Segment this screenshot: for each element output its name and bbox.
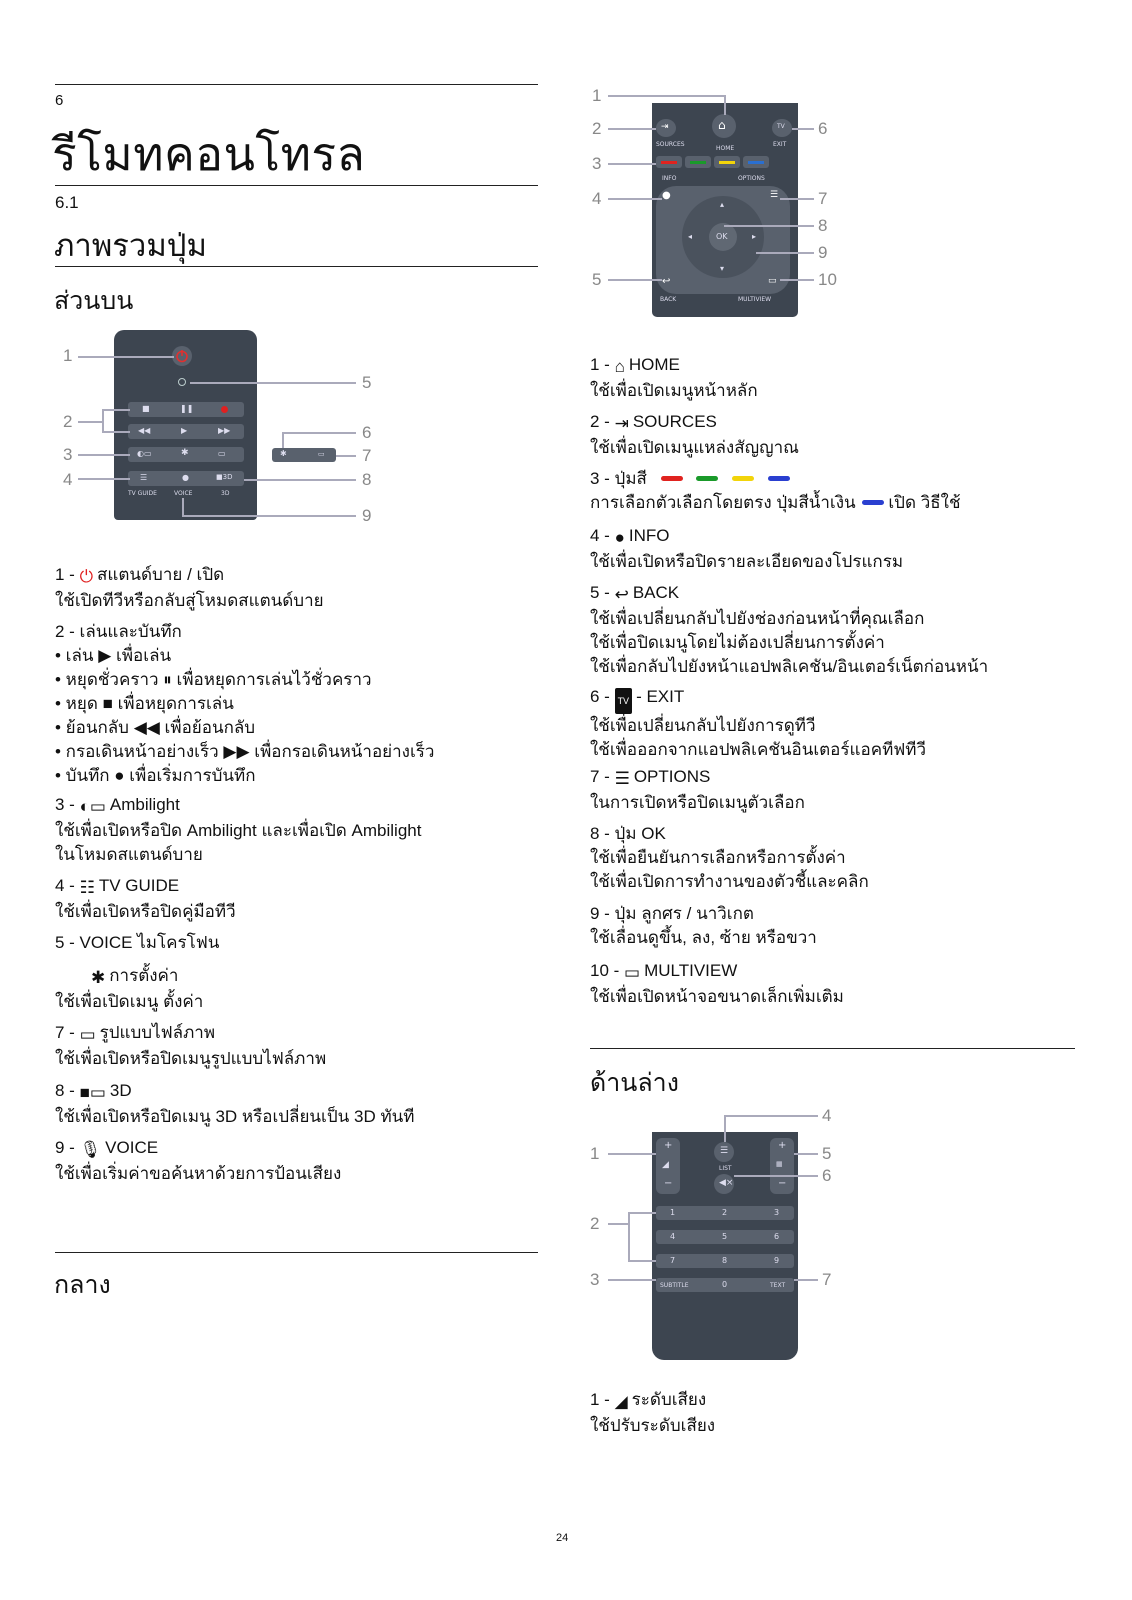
list-button bbox=[714, 1142, 734, 1162]
callout-5: 5 bbox=[362, 373, 372, 392]
blue-key-swatch bbox=[862, 500, 884, 505]
key-4: 4 bbox=[670, 1232, 676, 1241]
gear-icon: ✱ bbox=[91, 968, 106, 987]
section-number: 6.1 bbox=[55, 193, 79, 212]
callout-line-4 bbox=[724, 1115, 818, 1117]
power-icon bbox=[172, 346, 192, 366]
home-icon: ⌂ bbox=[718, 118, 726, 132]
3d-icon: ■3D bbox=[216, 473, 233, 481]
key-3: 3 bbox=[774, 1208, 780, 1217]
yellow-key-bar bbox=[719, 161, 735, 164]
callout-line-1 bbox=[608, 95, 724, 97]
tv-exit-icon: TV bbox=[615, 688, 633, 714]
chapter-number: 6 bbox=[55, 92, 64, 109]
subsection-rule-bottom bbox=[590, 1048, 1075, 1049]
label-sources: SOURCES bbox=[656, 141, 685, 148]
top-item-6: ✱ การตั้งค่า ใช้เพื่อเปิดเมนู ตั้งค่า bbox=[55, 966, 204, 1011]
remote-bottom-illustration bbox=[590, 1106, 860, 1372]
callout-line-4 bbox=[78, 478, 130, 480]
side-strip bbox=[272, 448, 336, 462]
remote-middle-illustration bbox=[592, 86, 860, 322]
label-back: BACK bbox=[660, 296, 677, 303]
callout-2: 2 bbox=[590, 1214, 600, 1233]
top-item-2: 2 - เล่นและบันทึก • เล่น ▶ เพื่อเล่น • หยุดชั่วคราว ⏸ เพื่อหยุดการเล่นไว้ชั่วคราว • หยุด ■ เพื่อหยุดการเล่น • ย้อนกลับ ◀◀ เพื่อย้อนกลับ • กรอเดินหน้าอย่างเร็ว ▶▶ เพื่อกรอเดินหน้าอย่างเร็ว • บันทึก ● เพื่อเริ่มการบันทึก bbox=[55, 622, 435, 785]
callout-2: 2 bbox=[592, 119, 602, 138]
callout-line-6 bbox=[792, 128, 814, 130]
callout-vline-4 bbox=[724, 1115, 726, 1142]
top-item-1: 1 - ⏻ สแตนด์บาย / เปิด ใช้เปิดทีวีหรือกลับสู่โหมดสแตนด์บาย bbox=[55, 565, 324, 610]
label-list: LIST bbox=[719, 1165, 732, 1172]
green-key bbox=[685, 156, 711, 168]
callout-line-7 bbox=[780, 198, 814, 200]
callout-vline-6 bbox=[282, 432, 284, 448]
green-key-swatch bbox=[696, 476, 718, 481]
blue-key bbox=[743, 156, 769, 168]
callout-line-2 bbox=[78, 421, 102, 423]
callout-bracket-2 bbox=[102, 409, 104, 433]
remote-top-illustration bbox=[60, 330, 390, 530]
key-1: 1 bbox=[670, 1208, 676, 1217]
stop-icon: ■ bbox=[142, 404, 150, 413]
middle-item-3: 3 - ปุ่มสี การเลือกตัวเลือกโดยตรง ปุ่มสีน้ำเงิน เปิด วิธีใช้ bbox=[590, 469, 961, 512]
key-8: 8 bbox=[722, 1256, 728, 1265]
channel-rocker bbox=[770, 1138, 794, 1194]
arrow-up-icon: ▴ bbox=[720, 200, 725, 209]
subsection-rule-top bbox=[55, 266, 538, 267]
callout-line-2 bbox=[608, 1223, 628, 1225]
callout-4: 4 bbox=[592, 189, 602, 208]
ambilight-icon: ◐▭ bbox=[137, 449, 152, 458]
callout-line-1 bbox=[78, 356, 174, 358]
middle-item-6: 6 - TV - EXIT ใช้เพื่อเปลี่ยนกลับไปยังการดูทีวี ใช้เพื่อออกจากแอปพลิเคชันอินเตอร์แอคทีฟทีวี bbox=[590, 687, 927, 759]
callout-7: 7 bbox=[362, 446, 372, 465]
picture-format-icon: ▭ bbox=[318, 450, 325, 458]
top-item-5: 5 - VOICE ไมโครโฟน bbox=[55, 933, 220, 952]
mute-icon: ◀× bbox=[719, 1178, 734, 1188]
callout-2: 2 bbox=[63, 412, 73, 431]
microphone-icon: ● bbox=[182, 473, 189, 482]
callout-line-6 bbox=[734, 1175, 818, 1177]
callout-line-7 bbox=[336, 455, 356, 457]
home-icon: ⌂ bbox=[614, 357, 625, 376]
callout-line-3 bbox=[608, 1279, 656, 1281]
microphone-hole bbox=[178, 378, 186, 386]
power-icon: ⏻ bbox=[79, 567, 94, 586]
blue-key-bar bbox=[748, 161, 764, 164]
transport-row-1 bbox=[128, 402, 244, 417]
arrow-down-icon: ▾ bbox=[720, 264, 725, 273]
channel-grid-icon: ▦ bbox=[776, 1160, 783, 1168]
callout-line-5 bbox=[608, 279, 662, 281]
red-key bbox=[656, 156, 682, 168]
label-voice: VOICE bbox=[174, 490, 193, 497]
callout-vline-1 bbox=[724, 95, 726, 115]
label-exit: EXIT bbox=[773, 141, 787, 148]
callout-7: 7 bbox=[822, 1270, 832, 1289]
back-icon: ↩ bbox=[614, 585, 629, 604]
ok-label: OK bbox=[716, 232, 728, 241]
options-icon: ☰ bbox=[770, 190, 779, 200]
red-key-swatch bbox=[661, 476, 683, 481]
pause-icon: ❚❚ bbox=[180, 404, 194, 413]
callout-5: 5 bbox=[592, 270, 602, 289]
3d-icon: ■▭ bbox=[79, 1083, 106, 1102]
power-button bbox=[172, 346, 192, 366]
callout-10: 10 bbox=[818, 270, 837, 289]
callout-line-2 bbox=[608, 128, 656, 130]
callout-6: 6 bbox=[818, 119, 828, 138]
guide-voice-3d-row bbox=[128, 471, 244, 486]
sources-icon: ⇥ bbox=[614, 414, 629, 433]
callout-line-6 bbox=[282, 432, 356, 434]
play-icon: ▶ bbox=[181, 426, 188, 435]
callout-line-8 bbox=[244, 479, 356, 481]
info-icon: ● bbox=[614, 528, 625, 547]
callout-line-10 bbox=[780, 279, 814, 281]
callout-line-2b bbox=[102, 431, 130, 433]
callout-7: 7 bbox=[818, 189, 828, 208]
callout-3: 3 bbox=[592, 154, 602, 173]
callout-4: 4 bbox=[822, 1106, 832, 1125]
section-rule bbox=[55, 185, 538, 186]
channel-up-icon: + bbox=[778, 1140, 787, 1151]
page-number: 24 bbox=[556, 1532, 569, 1544]
top-item-8: 8 - ■▭ 3D ใช้เพื่อเปิดหรือปิดเมนู 3D หรือเปลี่ยนเป็น 3D ทันที bbox=[55, 1081, 415, 1126]
text-key: TEXT bbox=[770, 1282, 786, 1289]
middle-item-8: 8 - ปุ่ม OK ใช้เพื่อยืนยันการเลือกหรือการตั้งค่า ใช้เพื่อเปิดการทำงานของตัวชี้และคลิก bbox=[590, 824, 869, 891]
callout-bracket-2 bbox=[628, 1212, 630, 1262]
callout-line-4 bbox=[608, 198, 662, 200]
yellow-key bbox=[714, 156, 740, 168]
callout-line-8 bbox=[724, 225, 814, 227]
rewind-icon: ◀◀ bbox=[138, 426, 151, 435]
label-info: INFO bbox=[662, 175, 677, 182]
middle-item-5: 5 - ↩ BACK ใช้เพื่อเปลี่ยนกลับไปยังช่องก่อนหน้าที่คุณเลือก ใช้เพื่อปิดเมนูโดยไม่ต้องเปลี่ยนการตั้งค่า ใช้เพื่อกลับไปยังหน้าแอปพลิเคชัน/อินเตอร์เน็ตก่อนหน้า bbox=[590, 583, 989, 676]
microphone-icon: 🎙︎ bbox=[79, 1140, 102, 1159]
callout-line-2a bbox=[628, 1212, 656, 1214]
volume-rocker bbox=[656, 1138, 680, 1194]
key-0: 0 bbox=[722, 1280, 728, 1289]
sources-button bbox=[656, 119, 676, 137]
ambilight-icon: ◐▭ bbox=[79, 797, 106, 816]
channel-down-icon: − bbox=[778, 1178, 787, 1189]
callout-6: 6 bbox=[822, 1166, 832, 1185]
transport-row-2 bbox=[128, 424, 244, 439]
volume-down-icon: − bbox=[664, 1178, 673, 1189]
subsection-rule-middle bbox=[55, 1252, 538, 1253]
key-9: 9 bbox=[774, 1256, 780, 1265]
options-icon: ☰ bbox=[614, 769, 630, 788]
callout-8: 8 bbox=[818, 216, 828, 235]
multiview-icon: ▭ bbox=[768, 276, 777, 286]
label-home: HOME bbox=[716, 145, 735, 152]
callout-5: 5 bbox=[822, 1144, 832, 1163]
callout-1: 1 bbox=[63, 346, 73, 365]
list-icon: ☰ bbox=[720, 1146, 729, 1156]
subsection-title-bottom: ด้านล่าง bbox=[590, 1069, 679, 1097]
blue-key-swatch bbox=[768, 476, 790, 481]
top-item-3: 3 - ◐▭ Ambilight ใช้เพื่อเปิดหรือปิด Ambilight และเพื่อเปิด Ambilight ในโหมดสแตนด์บาย bbox=[55, 795, 422, 864]
top-item-9: 9 - 🎙︎ VOICE ใช้เพื่อเริ่มค่าขอค้นหาด้วยการป้อนเสียง bbox=[55, 1138, 342, 1183]
middle-item-1: 1 - ⌂ HOME ใช้เพื่อเปิดเมนูหน้าหลัก bbox=[590, 355, 758, 400]
callout-9: 9 bbox=[362, 506, 372, 525]
bottom-item-1: 1 - ◢ ระดับเสียง ใช้ปรับระดับเสียง bbox=[590, 1390, 716, 1435]
callout-line-3 bbox=[78, 454, 130, 456]
arrow-left-icon: ◂ bbox=[688, 232, 693, 241]
middle-item-9: 9 - ปุ่ม ลูกศร / นาวิเกต ใช้เลื่อนดูขึ้น, ลง, ซ้าย หรือขวา bbox=[590, 904, 817, 947]
top-item-4: 4 - ☷ TV GUIDE ใช้เพื่อเปิดหรือปิดคู่มือทีวี bbox=[55, 876, 236, 921]
red-key-bar bbox=[661, 161, 677, 164]
subsection-title-middle: กลาง bbox=[54, 1271, 111, 1299]
middle-item-2: 2 - ⇥ SOURCES ใช้เพื่อเปิดเมนูแหล่งสัญญาณ bbox=[590, 412, 799, 457]
ok-button bbox=[709, 223, 737, 251]
section-title: ภาพรวมปุ่ม bbox=[54, 228, 207, 263]
yellow-key-swatch bbox=[732, 476, 754, 481]
callout-line-3 bbox=[608, 163, 656, 165]
green-key-bar bbox=[690, 161, 706, 164]
key-row-4 bbox=[656, 1278, 794, 1292]
navigation-pad bbox=[656, 186, 790, 294]
gear-icon: ✱ bbox=[280, 449, 287, 458]
volume-up-icon: + bbox=[664, 1140, 673, 1151]
tv-guide-icon: ☷ bbox=[79, 878, 95, 897]
callout-line-1 bbox=[608, 1153, 656, 1155]
callout-line-7 bbox=[794, 1279, 818, 1281]
key-2: 2 bbox=[722, 1208, 728, 1217]
callout-6: 6 bbox=[362, 423, 372, 442]
callout-1: 1 bbox=[592, 86, 602, 105]
middle-item-4: 4 - ● INFO ใช้เพื่อเปิดหรือปิดรายละเอียดของโปรแกรม bbox=[590, 526, 904, 571]
key-row-2 bbox=[656, 1230, 794, 1244]
callout-4: 4 bbox=[63, 470, 73, 489]
subtitle-key: SUBTITLE bbox=[660, 1282, 689, 1289]
function-row bbox=[128, 447, 244, 462]
chapter-title: รีโมทคอนโทรล bbox=[52, 128, 366, 180]
gear-icon: ✱ bbox=[181, 448, 189, 458]
picture-format-icon: ▭ bbox=[218, 449, 226, 458]
volume-icon: ◢ bbox=[614, 1392, 628, 1411]
callout-line-9 bbox=[756, 252, 814, 254]
key-6: 6 bbox=[774, 1232, 780, 1241]
callout-8: 8 bbox=[362, 470, 372, 489]
top-item-7: 7 - ▭ รูปแบบไฟล์ภาพ ใช้เพื่อเปิดหรือปิดเมนูรูปแบบไฟล์ภาพ bbox=[55, 1023, 327, 1068]
middle-item-7: 7 - ☰ OPTIONS ในการเปิดหรือปิดเมนูตัวเลือก bbox=[590, 767, 805, 812]
subsection-title-top: ส่วนบน bbox=[54, 287, 134, 315]
callout-3: 3 bbox=[63, 445, 73, 464]
key-row-1 bbox=[656, 1206, 794, 1220]
key-row-3 bbox=[656, 1254, 794, 1268]
arrow-right-icon: ▸ bbox=[752, 232, 757, 241]
tv-exit-button bbox=[772, 119, 792, 137]
picture-format-icon: ▭ bbox=[79, 1025, 96, 1044]
key-7: 7 bbox=[670, 1256, 676, 1265]
mute-button bbox=[714, 1174, 734, 1194]
callout-9: 9 bbox=[818, 243, 828, 262]
label-3d: 3D bbox=[221, 490, 230, 497]
callout-line-5 bbox=[794, 1153, 818, 1155]
callout-line-2a bbox=[102, 409, 130, 411]
callout-vline-9 bbox=[182, 498, 184, 515]
volume-icon: ◢ bbox=[662, 1160, 669, 1170]
fast-forward-icon: ▶▶ bbox=[218, 426, 231, 435]
home-button bbox=[712, 114, 736, 138]
back-icon: ↩ bbox=[662, 276, 671, 287]
record-icon bbox=[221, 406, 228, 413]
label-multiview: MULTIVIEW bbox=[738, 296, 772, 303]
label-tv-guide: TV GUIDE bbox=[128, 490, 157, 497]
callout-line-2b bbox=[628, 1260, 656, 1262]
tv-guide-icon: ☰ bbox=[140, 473, 148, 482]
callout-1: 1 bbox=[590, 1144, 600, 1163]
middle-item-10: 10 - ▭ MULTIVIEW ใช้เพื่อเปิดหน้าจอขนาดเล็กเพิ่มเติม bbox=[590, 961, 844, 1006]
info-icon: ● bbox=[662, 190, 671, 201]
tv-exit-icon: TV bbox=[777, 123, 785, 130]
key-5: 5 bbox=[722, 1232, 728, 1241]
callout-line-5 bbox=[190, 382, 356, 384]
callout-3: 3 bbox=[590, 1270, 600, 1289]
multiview-icon: ▭ bbox=[624, 963, 641, 982]
chapter-top-rule bbox=[55, 84, 538, 85]
label-options: OPTIONS bbox=[738, 175, 765, 182]
callout-line-9 bbox=[182, 515, 356, 517]
sources-icon: ⇥ bbox=[661, 122, 669, 132]
